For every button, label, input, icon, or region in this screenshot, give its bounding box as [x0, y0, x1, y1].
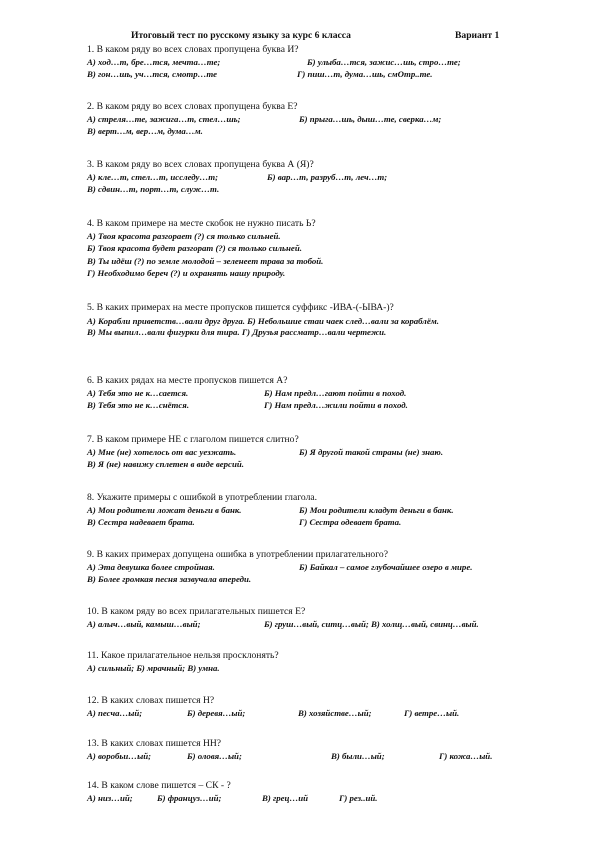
page-title: Итоговый тест по русскому языку за курс 6 класса: [131, 30, 351, 41]
answer-line: А) Корабли приветств…вали друг друга. Б) Небольшие стаи чаек след…вали за кораблём.: [87, 315, 439, 326]
answer-line: Г) Нам предл…жили пойти в поход.: [264, 400, 408, 410]
question-12: [87, 695, 557, 720]
question-title: 8. Укажите примеры с ошибкой в употреблении глагола.: [87, 492, 318, 503]
answer-line: Г) рез..ий.: [339, 792, 378, 803]
answer-line: А) Мне (не) хотелось от вас уезжать.: [87, 446, 237, 457]
question-5: [87, 302, 557, 340]
answer-line: Г) кожа…ый.: [439, 750, 493, 761]
answer-line: Б) француз…ий;: [157, 792, 222, 803]
answer-line: Б) улыба…тся, зажис…шь, стро…те;: [307, 56, 461, 67]
question-title: 2. В каком ряду во всех словах пропущена буква Е?: [87, 101, 298, 112]
answer-line: В) Более громкая песня зазвучала впереди.: [87, 574, 252, 584]
question-3: [87, 159, 557, 197]
page-header: [0, 30, 595, 44]
answer-line: Б) прыга…шь, дыш…те, сверка…м;: [299, 113, 442, 124]
answer-line: В) верт…м, вер…м, дума…м.: [87, 126, 203, 136]
answer-line: В) хозяйстве…ый;: [298, 707, 372, 718]
answer-line: Г) ветре…ый.: [404, 707, 460, 718]
answer-line: В) Я (не) навижу сплетен в виде версий.: [87, 459, 244, 469]
answer-line: А) кле…т, стел…т, исследу…т;: [87, 171, 219, 182]
question-14: [87, 780, 557, 805]
answer-line: В) Ты идёш (?) по земле молодой – зеленеет трава за тобой.: [87, 255, 324, 266]
answer-line: Б) Байкал – самое глубочайшее озеро в мире.: [299, 561, 473, 572]
answer-line: Б) Мои родители кладут деньги в банк.: [299, 504, 454, 515]
question-11: [87, 650, 557, 675]
answer-line: В) Мы выпил…вали фигурки для тира. Г) Друзья рассматр…вали чертежи.: [87, 327, 387, 337]
answer-line: А) алыч…вый, камыш…вый;: [87, 618, 201, 629]
answer-line: В) были…ый;: [331, 750, 385, 761]
answer-line: А) ход…т, бре…тся, мечта…те;: [87, 56, 221, 67]
answer-line: А) Тебя это не к…сается.: [87, 387, 189, 398]
answer-line: В) Тебя это не к…снётся.: [87, 400, 190, 410]
question-4: [87, 218, 557, 281]
question-title: 7. В каком примере НЕ с глаголом пишется слитно?: [87, 434, 299, 445]
question-title: 6. В каких рядах на месте пропусков пишется А?: [87, 375, 288, 386]
variant-label: Вариант 1: [455, 30, 500, 41]
answer-line: Г) пиш…т, дума…шь, смОтр..те.: [297, 69, 433, 79]
answer-line: Б) деревя…ый;: [187, 707, 246, 718]
question-title: 14. В каком слове пишется – СК - ?: [87, 780, 231, 791]
question-title: 5. В каких примерах на месте пропусков пишется суффикс -ИВА-(-ЫВА-)?: [87, 302, 394, 313]
answer-line: А) Эта девушка более стройная.: [87, 561, 215, 572]
question-title: 10. В каком ряду во всех прилагательных пишется Е?: [87, 606, 306, 617]
answer-line: А) Мои родители ложат деньги в банк.: [87, 504, 242, 515]
answer-line: Б) Твоя красота будет разгорат (?) ся только сильней.: [87, 243, 302, 253]
answer-line: Б) вар…т, разруб…т, леч…т;: [267, 171, 388, 182]
question-8: [87, 492, 557, 530]
question-title: 13. В каких словах пишется НН?: [87, 738, 222, 749]
answer-line: А) сильный; Б) мрачный; В) умна.: [87, 662, 220, 673]
question-10: [87, 606, 557, 631]
question-2: [87, 101, 557, 139]
answer-line: Г) Необходимо береч (?) и охранять нашу природу.: [87, 268, 286, 278]
answer-line: Б) оловя…ый;: [187, 750, 242, 761]
answer-line: Б) Нам предл…гают пойти в поход.: [264, 387, 407, 398]
answer-line: А) стреля…те, зажига…т, стел…шь;: [87, 113, 241, 124]
answer-line: А) низ…ий;: [87, 792, 133, 803]
question-title: 11. Какое прилагательное нельзя просклонять?: [87, 650, 279, 661]
question-1: [87, 44, 557, 82]
question-title: 12. В каких словах пишется Н?: [87, 695, 215, 706]
answer-line: А) воробьи…ый;: [87, 750, 152, 761]
answer-line: В) сдвин…т, порт…т, служ…т.: [87, 184, 220, 194]
question-9: [87, 549, 557, 587]
answer-line: В) грец…ий: [262, 792, 309, 803]
answer-line: А) песча…ый;: [87, 707, 143, 718]
answer-line: В) гон…шь, уч…тся, смотр…те: [87, 69, 218, 79]
question-13: [87, 738, 557, 763]
question-title: 3. В каком ряду во всех словах пропущена буква А (Я)?: [87, 159, 314, 170]
question-6: [87, 375, 557, 413]
answer-line: Б) Я другой такой страны (не) знаю.: [299, 446, 444, 457]
question-7: [87, 434, 557, 472]
answer-line: Г) Сестра одевает брата.: [299, 517, 402, 527]
question-title: 1. В каком ряду во всех словах пропущена буква И?: [87, 44, 299, 55]
answer-line: А) Твоя красота разгорает (?) ся только сильней.: [87, 230, 281, 241]
answer-line: В) Сестра надевает брата.: [87, 517, 195, 527]
question-title: 9. В каких примерах допущена ошибка в употреблении прилагательного?: [87, 549, 388, 560]
answer-line: Б) груш…вый, ситц…вый; В) холщ…вый, свинц…вый.: [264, 618, 479, 629]
question-title: 4. В каком примере на месте скобок не нужно писать Ь?: [87, 218, 316, 229]
